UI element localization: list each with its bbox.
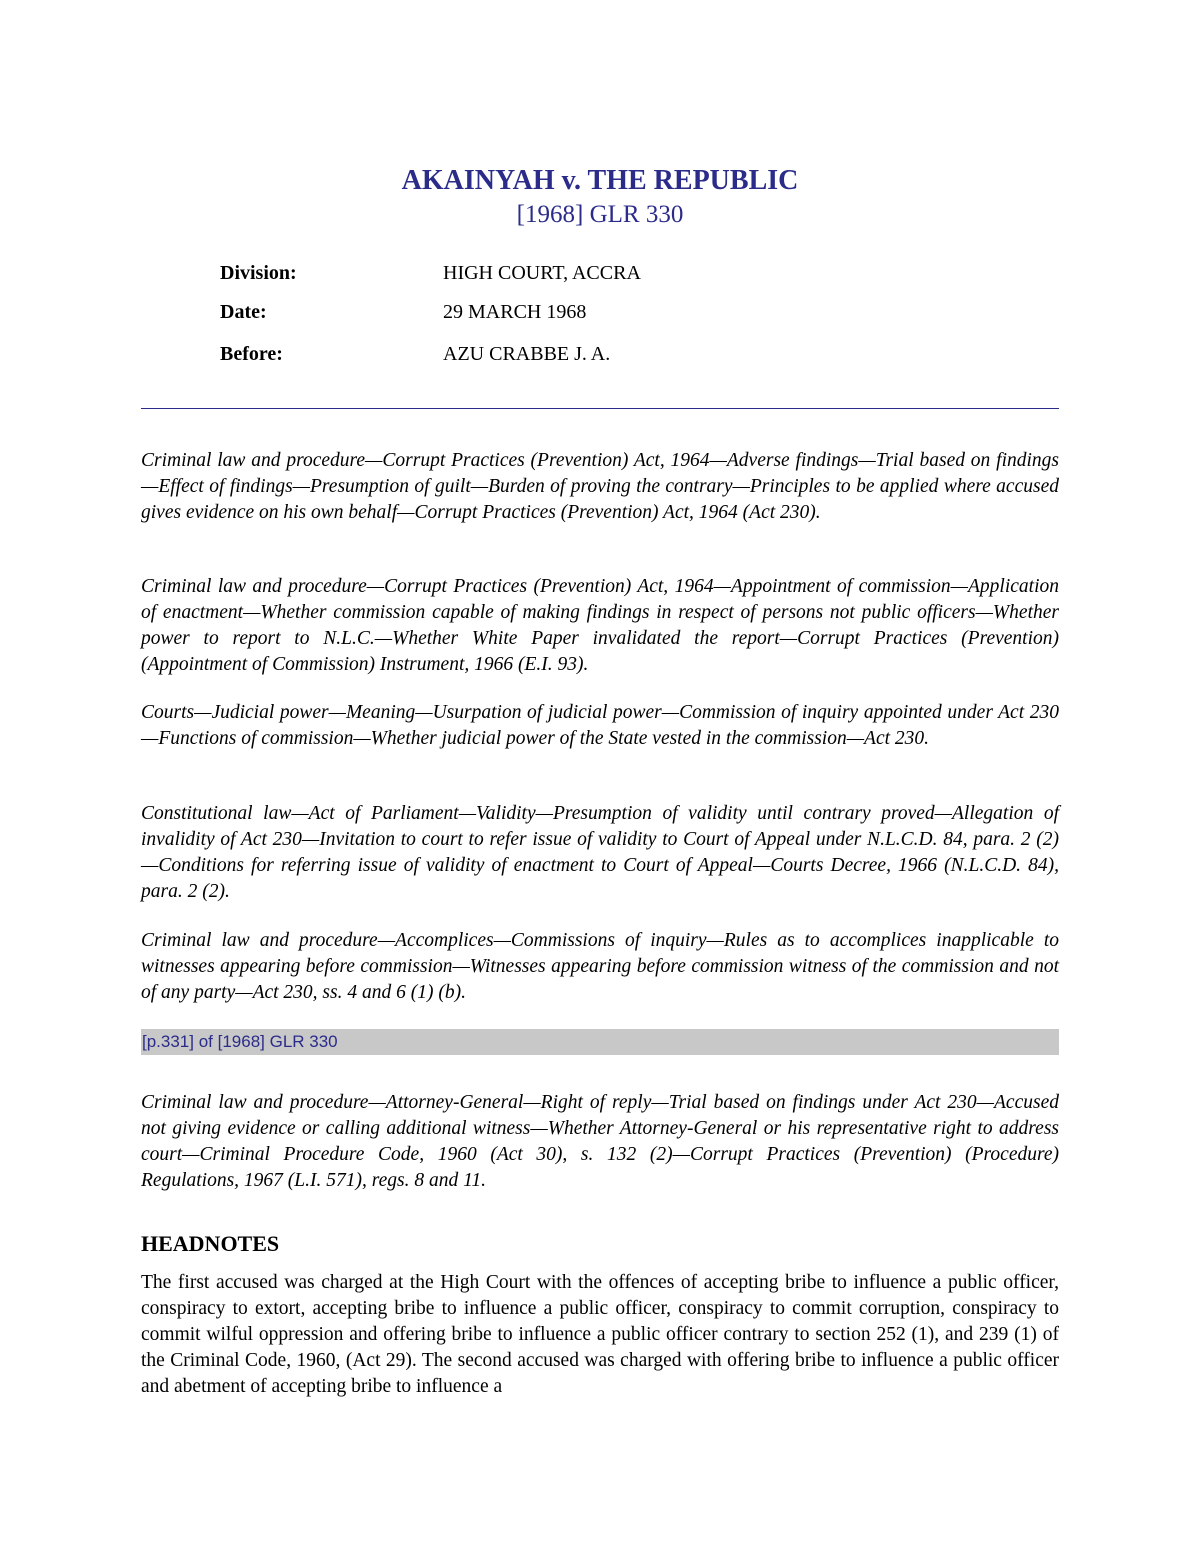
catchword-paragraph: Criminal law and procedure—Attorney-General—Right of reply—Trial based on findings under Act 230—Accused not giving evidence or calling additional witness—Whether Attorney-General or his representative right to address court—Criminal Procedure Code, 1960 (Act 30), s. 132 (2)—Corrupt Practices (Prevention) (Procedure) Regulations, 1967 (L.I. 571), regs. 8 and 11.	[141, 1092, 1059, 1191]
catchword-paragraph: Criminal law and procedure—Accomplices—Commissions of inquiry—Rules as to accomplices inapplicable to witnesses appearing before commission—Witnesses appearing before commission witness of the commission and not of any party—Act 230, ss. 4 and 6 (1) (b).	[141, 930, 1059, 1003]
meta-label-before: Before:	[220, 343, 283, 365]
page-marker-bar: [p.331] of [1968] GLR 330	[141, 1029, 1059, 1055]
meta-value-before: AZU CRABBE J. A.	[443, 343, 611, 365]
meta-value-division: HIGH COURT, ACCRA	[443, 262, 641, 284]
meta-label-date: Date:	[220, 301, 267, 323]
catchword-paragraph: Criminal law and procedure—Corrupt Practices (Prevention) Act, 1964—Adverse findings—Trial based on findings—Effect of findings—Presumption of guilt—Burden of proving the contrary—Principles to be applied where accused gives evidence on his own behalf—Corrupt Practices (Prevention) Act, 1964 (Act 230).	[141, 450, 1059, 523]
catchword-paragraph: Criminal law and procedure—Corrupt Practices (Prevention) Act, 1964—Appointment of commission—Application of enactment—Whether commission capable of making findings in respect of persons not public officers—Whether power to report to N.L.C.—Whether White Paper invalidated the report—Corrupt Practices (Prevention) (Appointment of Commission) Instrument, 1966 (E.I. 93).	[141, 576, 1059, 675]
case-citation: [1968] GLR 330	[516, 201, 684, 228]
meta-value-date: 29 MARCH 1968	[443, 301, 587, 323]
meta-label-division: Division:	[220, 262, 297, 284]
headnotes-heading: HEADNOTES	[141, 1231, 280, 1256]
catchword-paragraph: Courts—Judicial power—Meaning—Usurpation of judicial power—Commission of inquiry appointed under Act 230—Functions of commission—Whether judicial power of the State vested in the commission—Act 230.	[141, 702, 1059, 749]
case-title: AKAINYAH v. THE REPUBLIC	[401, 165, 799, 196]
headnotes-paragraph: The first accused was charged at the High Court with the offences of accepting bribe to influence a public officer, conspiracy to extort, accepting bribe to influence a public officer, conspiracy to commit corruption, conspiracy to commit wilful oppression and offering bribe to influence a public officer contrary to section 252 (1), and 239 (1) of the Criminal Code, 1960, (Act 29). The second accused was charged with offering bribe to influence a public officer and abetment of accepting bribe to influence a	[141, 1272, 1059, 1397]
header-divider	[141, 408, 1059, 409]
catchword-paragraph: Constitutional law—Act of Parliament—Validity—Presumption of validity until contrary proved—Allegation of invalidity of Act 230—Invitation to court to refer issue of validity to Court of Appeal under N.L.C.D. 84, para. 2 (2)—Conditions for referring issue of validity of enactment to Court of Appeal—Courts Decree, 1966 (N.L.C.D. 84), para. 2 (2).	[141, 803, 1059, 902]
